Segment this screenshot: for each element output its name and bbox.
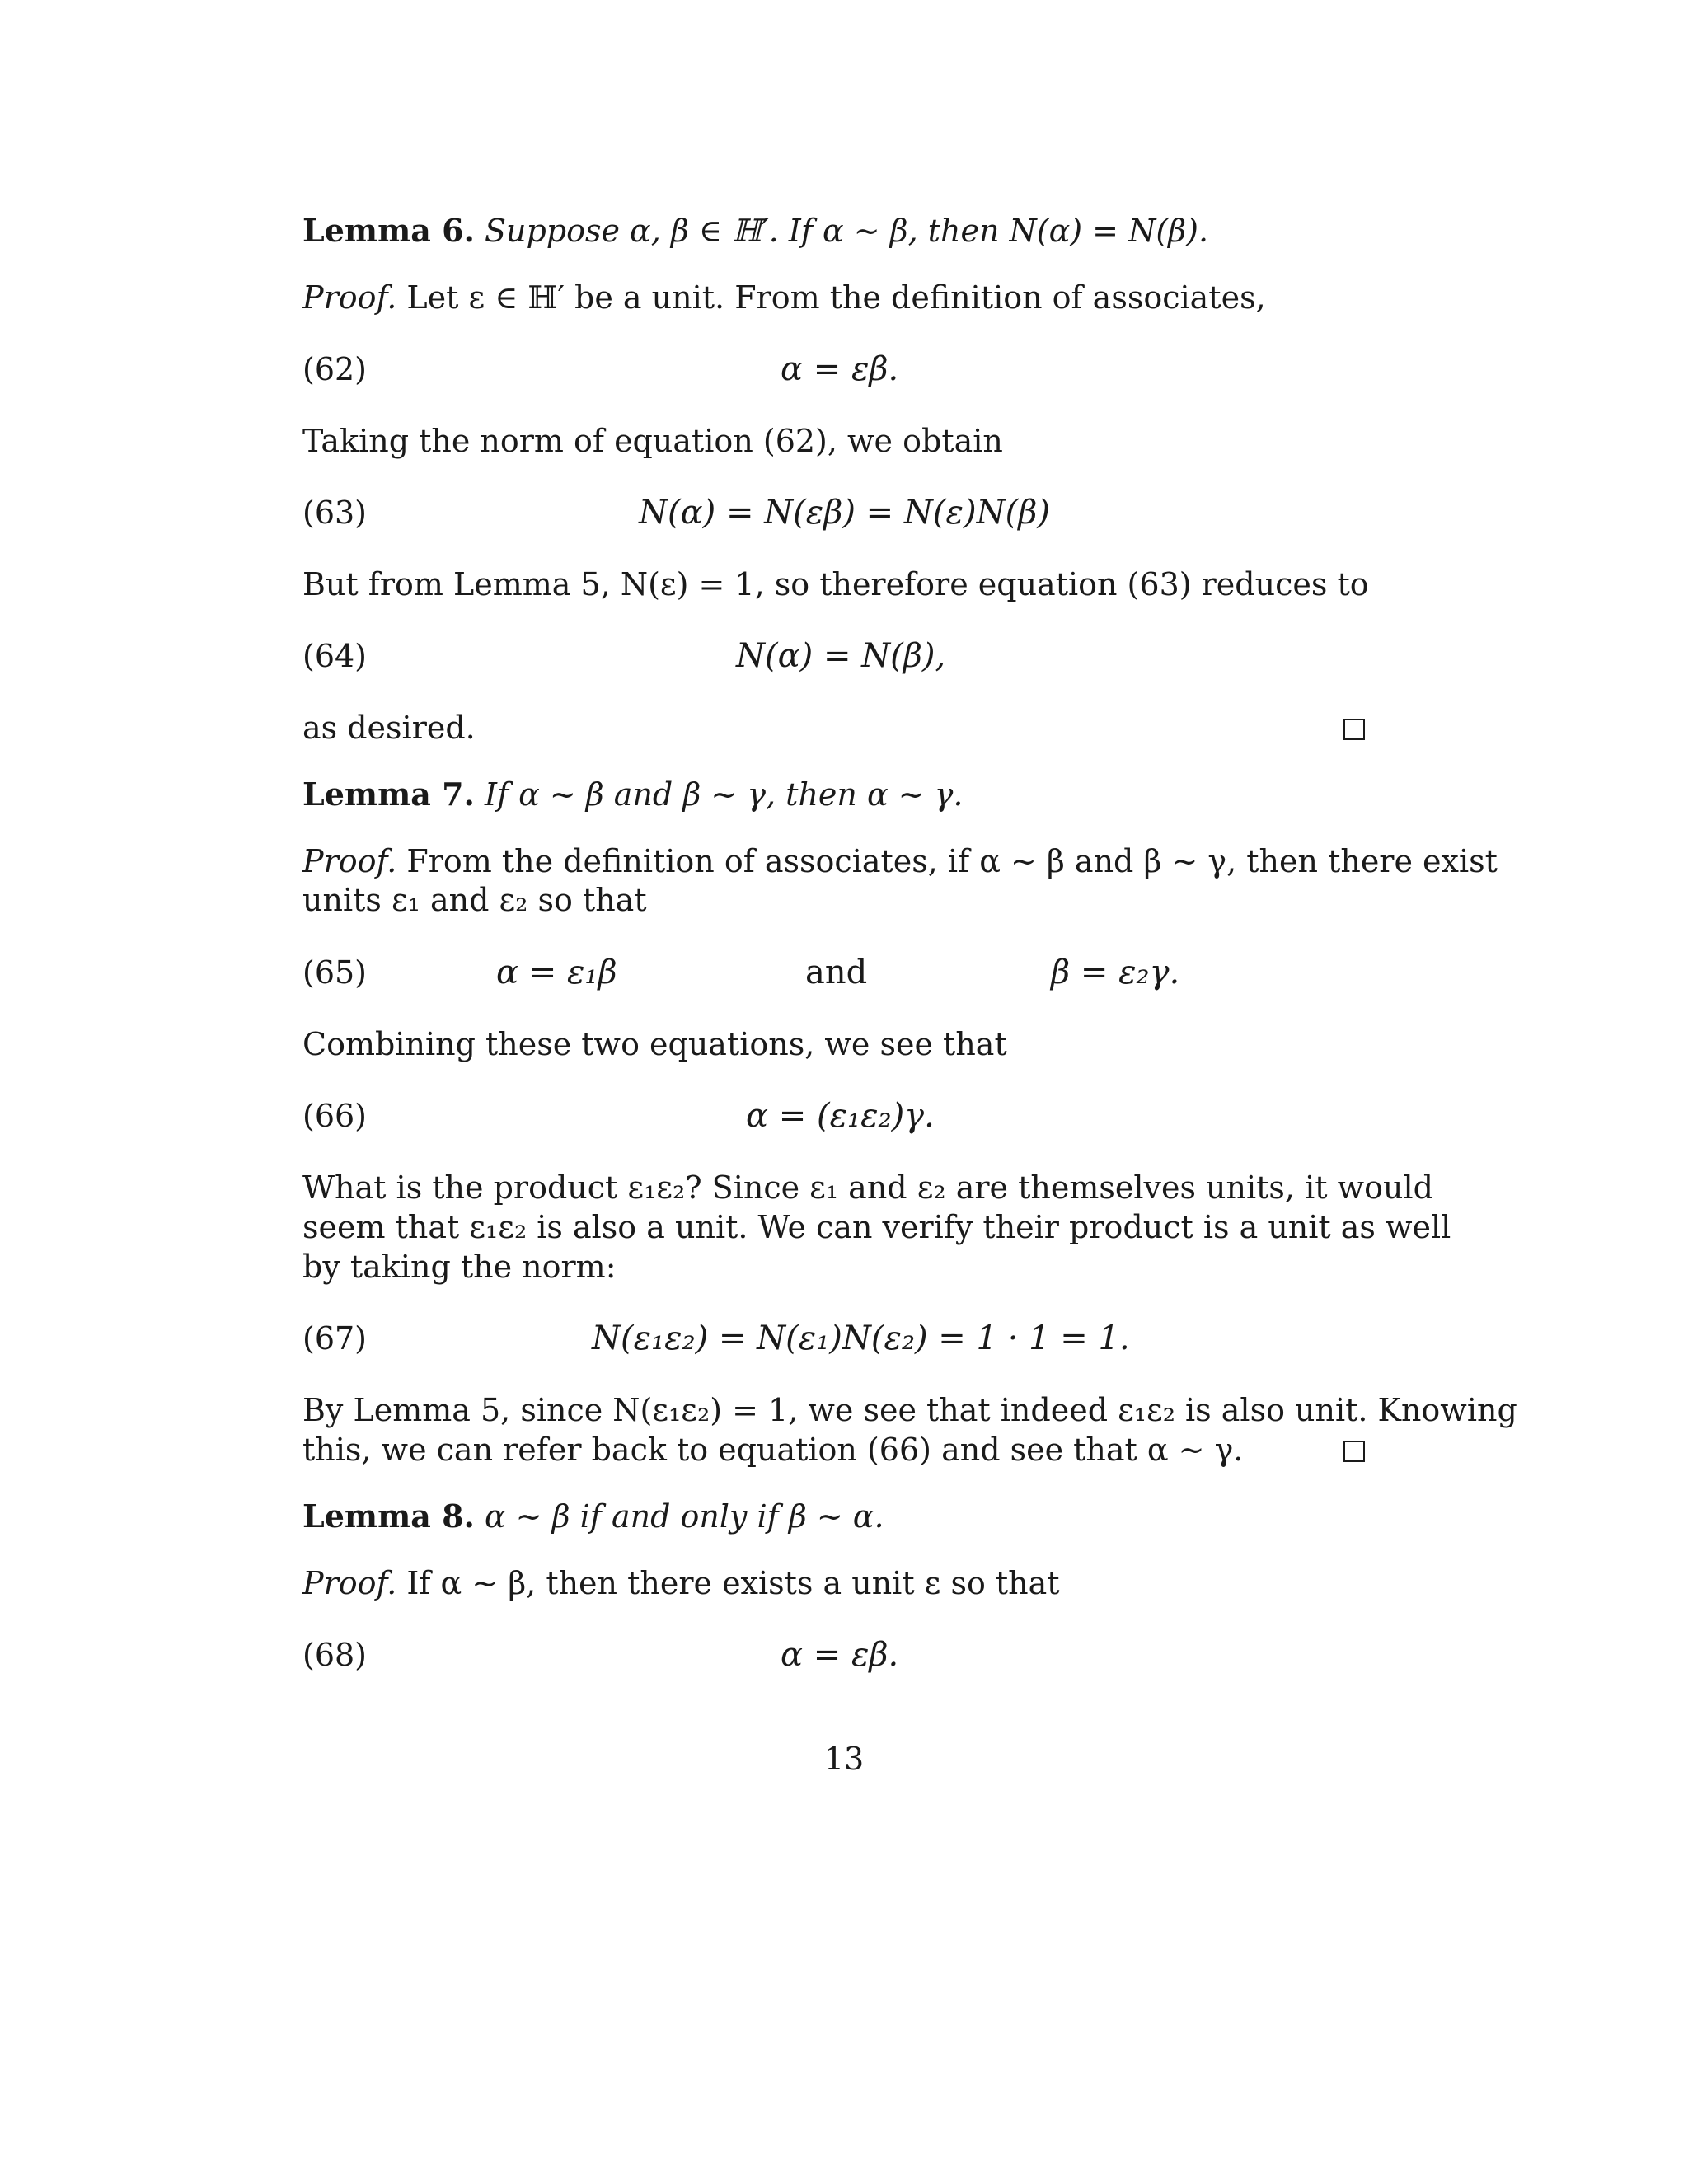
page-number: 13 — [823, 1741, 865, 1777]
proof-label: Proof. — [302, 1565, 397, 1601]
equation-number-68: (68) — [302, 1637, 368, 1673]
equation-number-66: (66) — [302, 1098, 368, 1134]
lemma-7 — [302, 775, 1368, 814]
proof-6-text-3: But from Lemma 5, N(ε) = 1, so therefore equation (63) reduces to — [302, 566, 1369, 602]
equation-62: α = εβ. — [781, 350, 899, 388]
proof-7-intro-line-1 — [302, 841, 1498, 881]
lemma-8 — [302, 1497, 1368, 1536]
proof-6-text-2: Taking the norm of equation (62), we obtain — [302, 423, 1003, 459]
equation-67: N(ε₁ε₂) = N(ε₁)N(ε₂) = 1 · 1 = 1. — [592, 1319, 1130, 1357]
equation-65-and: and — [805, 954, 868, 991]
proof-8-intro — [302, 1563, 1368, 1603]
qed-square-icon — [1343, 1441, 1365, 1462]
proof-7-intro-text: From the definition of associates, if α ∼ β and β ∼ γ, then there exist — [406, 843, 1498, 879]
lemma-8-label: Lemma 8. — [302, 1497, 475, 1535]
equation-64: N(α) = N(β), — [736, 637, 946, 675]
proof-7-final-line-1: By Lemma 5, since N(ε₁ε₂) = 1, we see that indeed ε₁ε₂ is also unit. Knowing — [302, 1392, 1517, 1428]
proof-label: Proof. — [302, 279, 397, 316]
proof-7-intro-line-2: units ε₁ and ε₂ so that — [302, 882, 647, 918]
equation-68: α = εβ. — [781, 1636, 899, 1674]
lemma-8-statement: α ∼ β if and only if β ∼ α. — [484, 1498, 884, 1535]
proof-6-intro — [302, 278, 1368, 317]
qed-square-icon — [1343, 719, 1365, 740]
lemma-7-label: Lemma 7. — [302, 776, 475, 813]
equation-number-62: (62) — [302, 351, 368, 387]
lemma-6-label: Lemma 6. — [302, 212, 475, 249]
lemma-6 — [302, 211, 1368, 251]
proof-7-para-line-3: by taking the norm: — [302, 1249, 617, 1285]
proof-6-intro-text: Let ε ∈ ℍ′ be a unit. From the definition of associates, — [406, 279, 1266, 316]
equation-number-64: (64) — [302, 638, 368, 674]
proof-label: Proof. — [302, 843, 397, 879]
equation-number-65: (65) — [302, 954, 368, 991]
proof-7-text-2: Combining these two equations, we see that — [302, 1026, 1007, 1062]
equation-65-left: α = ε₁β — [496, 954, 617, 991]
lemma-6-statement: Suppose α, β ∈ ℍ′. If α ∼ β, then N(α) = N(β). — [484, 213, 1209, 249]
proof-7-para-line-1: What is the product ε₁ε₂? Since ε₁ and ε₂ are themselves units, it would — [302, 1169, 1433, 1206]
equation-66: α = (ε₁ε₂)γ. — [746, 1097, 935, 1135]
lemma-7-statement: If α ∼ β and β ∼ γ, then α ∼ γ. — [484, 776, 964, 813]
proof-6-closing: as desired. — [302, 710, 476, 746]
equation-number-63: (63) — [302, 494, 368, 531]
equation-65-right: β = ε₂γ. — [1051, 954, 1180, 991]
equation-63: N(α) = N(εβ) = N(ε)N(β) — [639, 494, 1050, 532]
proof-8-intro-text: If α ∼ β, then there exists a unit ε so that — [406, 1565, 1060, 1601]
proof-7-para-line-2: seem that ε₁ε₂ is also a unit. We can verify their product is a unit as well — [302, 1209, 1451, 1245]
equation-number-67: (67) — [302, 1320, 368, 1357]
proof-7-final-line-2: this, we can refer back to equation (66) and see that α ∼ γ. — [302, 1432, 1244, 1468]
